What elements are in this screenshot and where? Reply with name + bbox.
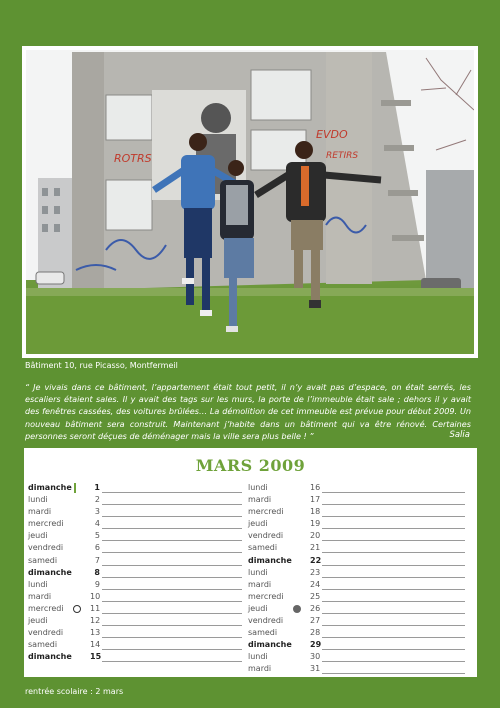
writing-line xyxy=(102,577,242,578)
writing-line xyxy=(322,516,465,517)
weekday-label: mardi xyxy=(28,591,52,601)
writing-line xyxy=(102,589,242,590)
date-number: 21 xyxy=(310,543,321,553)
weekday-label: jeudi xyxy=(28,531,48,541)
date-number: 11 xyxy=(90,603,101,613)
calendar-day-row xyxy=(248,591,473,603)
writing-line xyxy=(102,492,242,493)
building-photo xyxy=(26,50,474,354)
weekday-label: dimanche xyxy=(28,652,72,662)
date-number: 19 xyxy=(310,519,321,529)
calendar-day-row xyxy=(28,555,248,567)
writing-line xyxy=(322,637,465,638)
calendar-day-row xyxy=(28,615,248,627)
calendar-day-row xyxy=(28,567,248,579)
calendar-day-row xyxy=(248,615,473,627)
writing-line xyxy=(102,661,242,662)
writing-line xyxy=(102,565,242,566)
weekday-label: jeudi xyxy=(28,616,48,626)
weekday-label: mardi xyxy=(248,664,272,674)
date-number: 8 xyxy=(94,567,100,577)
new-moon-icon xyxy=(293,605,301,613)
calendar-day-row xyxy=(248,639,473,651)
date-number: 27 xyxy=(310,616,321,626)
weekday-label: vendredi xyxy=(28,628,64,638)
writing-line xyxy=(322,673,465,674)
calendar-day-row xyxy=(28,639,248,651)
weekday-label: dimanche xyxy=(28,483,72,492)
date-number: 28 xyxy=(310,628,321,638)
date-number: 12 xyxy=(90,616,101,626)
writing-line xyxy=(322,528,465,529)
writing-line xyxy=(322,552,465,553)
calendar-day-row xyxy=(28,530,248,542)
calendar-day-row xyxy=(28,518,248,530)
writing-line xyxy=(322,589,465,590)
weekday-label: lundi xyxy=(248,567,268,577)
writing-line xyxy=(322,504,465,505)
calendar-day-row xyxy=(248,482,473,494)
writing-line xyxy=(102,601,242,602)
date-number: 17 xyxy=(310,495,321,505)
weekday-label: mercredi xyxy=(28,519,64,529)
date-number: 26 xyxy=(310,603,321,613)
date-number: 16 xyxy=(310,483,321,492)
weekday-label: lundi xyxy=(28,579,48,589)
weekday-label: lundi xyxy=(28,495,48,505)
date-number: 1 xyxy=(94,483,100,492)
writing-line xyxy=(102,528,242,529)
weekday-label: dimanche xyxy=(248,555,292,565)
weekday-label: vendredi xyxy=(248,616,284,626)
testimony-quote: “ Je vivais dans ce bâtiment, l’appartement était tout petit, il n’y avait pas d’espace, on était serrés, les escaliers étaient sales. Il y avait des tags sur les murs, la porte de l’immeuble était sale ; dehors il y avait des fenêtres cassées, des voitures brûlées… La démolition de cet immeuble est prévue pour début 2009. Un nouveau bâtiment sera construit. Maintenant j’habite dans un bâtiment qui va être rénové. Certaines personnes seront déçues de déménager mais la ville sera plus belle ! ” xyxy=(25,382,471,441)
calendar-day-row xyxy=(248,603,473,615)
weekday-label: samedi xyxy=(248,543,278,553)
weekday-label: jeudi xyxy=(248,603,268,613)
weekday-label: samedi xyxy=(28,555,58,565)
writing-line xyxy=(322,661,465,662)
writing-line xyxy=(102,540,242,541)
calendar-day-row xyxy=(248,494,473,506)
date-number: 7 xyxy=(94,555,100,565)
date-number: 18 xyxy=(310,507,321,517)
date-number: 2 xyxy=(94,495,100,505)
weekday-label: mercredi xyxy=(248,507,284,517)
date-number: 14 xyxy=(90,640,101,650)
calendar-day-row xyxy=(248,651,473,663)
weekday-label: lundi xyxy=(248,652,268,662)
graffiti-text: EVDO xyxy=(316,128,348,141)
calendar-day-row xyxy=(28,603,248,615)
calendar-day-row xyxy=(248,663,473,675)
photo-illustration xyxy=(26,50,474,354)
writing-line xyxy=(322,601,465,602)
writing-line xyxy=(322,625,465,626)
date-number: 15 xyxy=(90,652,102,662)
calendar-day-row xyxy=(248,579,473,591)
weekday-label: dimanche xyxy=(248,640,292,650)
date-number: 5 xyxy=(94,531,100,541)
quote-signature: Salia xyxy=(449,430,470,440)
date-number: 3 xyxy=(94,507,100,517)
weekday-label: mardi xyxy=(248,495,272,505)
date-number: 29 xyxy=(310,640,322,650)
calendar-panel xyxy=(24,448,477,677)
writing-line xyxy=(102,649,242,650)
writing-line xyxy=(102,637,242,638)
calendar-day-row xyxy=(248,567,473,579)
writing-line xyxy=(322,649,465,650)
calendar-column-2 xyxy=(248,482,473,676)
weekday-label: samedi xyxy=(28,640,58,650)
calendar-title: MARS 2009 xyxy=(195,456,306,475)
footer-note: rentrée scolaire : 2 mars xyxy=(25,687,124,696)
writing-line xyxy=(322,492,465,493)
calendar-day-row xyxy=(28,494,248,506)
calendar-day-row xyxy=(28,651,248,663)
date-number: 22 xyxy=(310,555,322,565)
weekday-label: mercredi xyxy=(248,591,284,601)
calendar-day-row xyxy=(248,555,473,567)
weekday-label: mardi xyxy=(28,507,52,517)
calendar-day-row xyxy=(248,506,473,518)
calendar-day-row xyxy=(28,506,248,518)
writing-line xyxy=(102,504,242,505)
writing-line xyxy=(102,552,242,553)
writing-line xyxy=(102,516,242,517)
weekday-label: dimanche xyxy=(28,567,72,577)
date-number: 25 xyxy=(310,591,321,601)
weekday-label: vendredi xyxy=(28,543,64,553)
writing-line xyxy=(322,565,465,566)
date-number: 31 xyxy=(310,664,321,674)
date-number: 24 xyxy=(310,579,321,589)
date-number: 23 xyxy=(310,567,321,577)
weekday-label: mardi xyxy=(248,579,272,589)
graffiti-text: ROTRS xyxy=(114,152,152,165)
writing-line xyxy=(322,540,465,541)
calendar-day-row xyxy=(28,482,248,494)
today-marker xyxy=(74,483,76,493)
calendar-day-row xyxy=(248,518,473,530)
weekday-label: jeudi xyxy=(248,519,268,529)
writing-line xyxy=(322,577,465,578)
calendar-day-row xyxy=(248,627,473,639)
writing-line xyxy=(102,625,242,626)
weekday-label: mercredi xyxy=(28,603,64,613)
photo-frame xyxy=(22,46,478,358)
full-moon-icon xyxy=(73,605,81,613)
calendar-column-1 xyxy=(28,482,248,663)
weekday-label: vendredi xyxy=(248,531,284,541)
calendar-day-row xyxy=(28,627,248,639)
calendar-day-row xyxy=(28,542,248,554)
calendar-day-row xyxy=(248,542,473,554)
date-number: 4 xyxy=(94,519,100,529)
date-number: 10 xyxy=(90,591,101,601)
date-number: 6 xyxy=(94,543,100,553)
date-number: 9 xyxy=(94,579,100,589)
writing-line xyxy=(102,613,242,614)
calendar-day-row xyxy=(28,591,248,603)
date-number: 30 xyxy=(310,652,321,662)
writing-line xyxy=(322,613,465,614)
date-number: 13 xyxy=(90,628,101,638)
calendar-day-row xyxy=(248,530,473,542)
weekday-label: samedi xyxy=(248,628,278,638)
photo-caption: Bâtiment 10, rue Picasso, Montfermeil xyxy=(25,361,178,370)
calendar-day-row xyxy=(28,579,248,591)
weekday-label: lundi xyxy=(248,483,268,492)
graffiti-text: RETIRS xyxy=(326,151,359,161)
date-number: 20 xyxy=(310,531,321,541)
